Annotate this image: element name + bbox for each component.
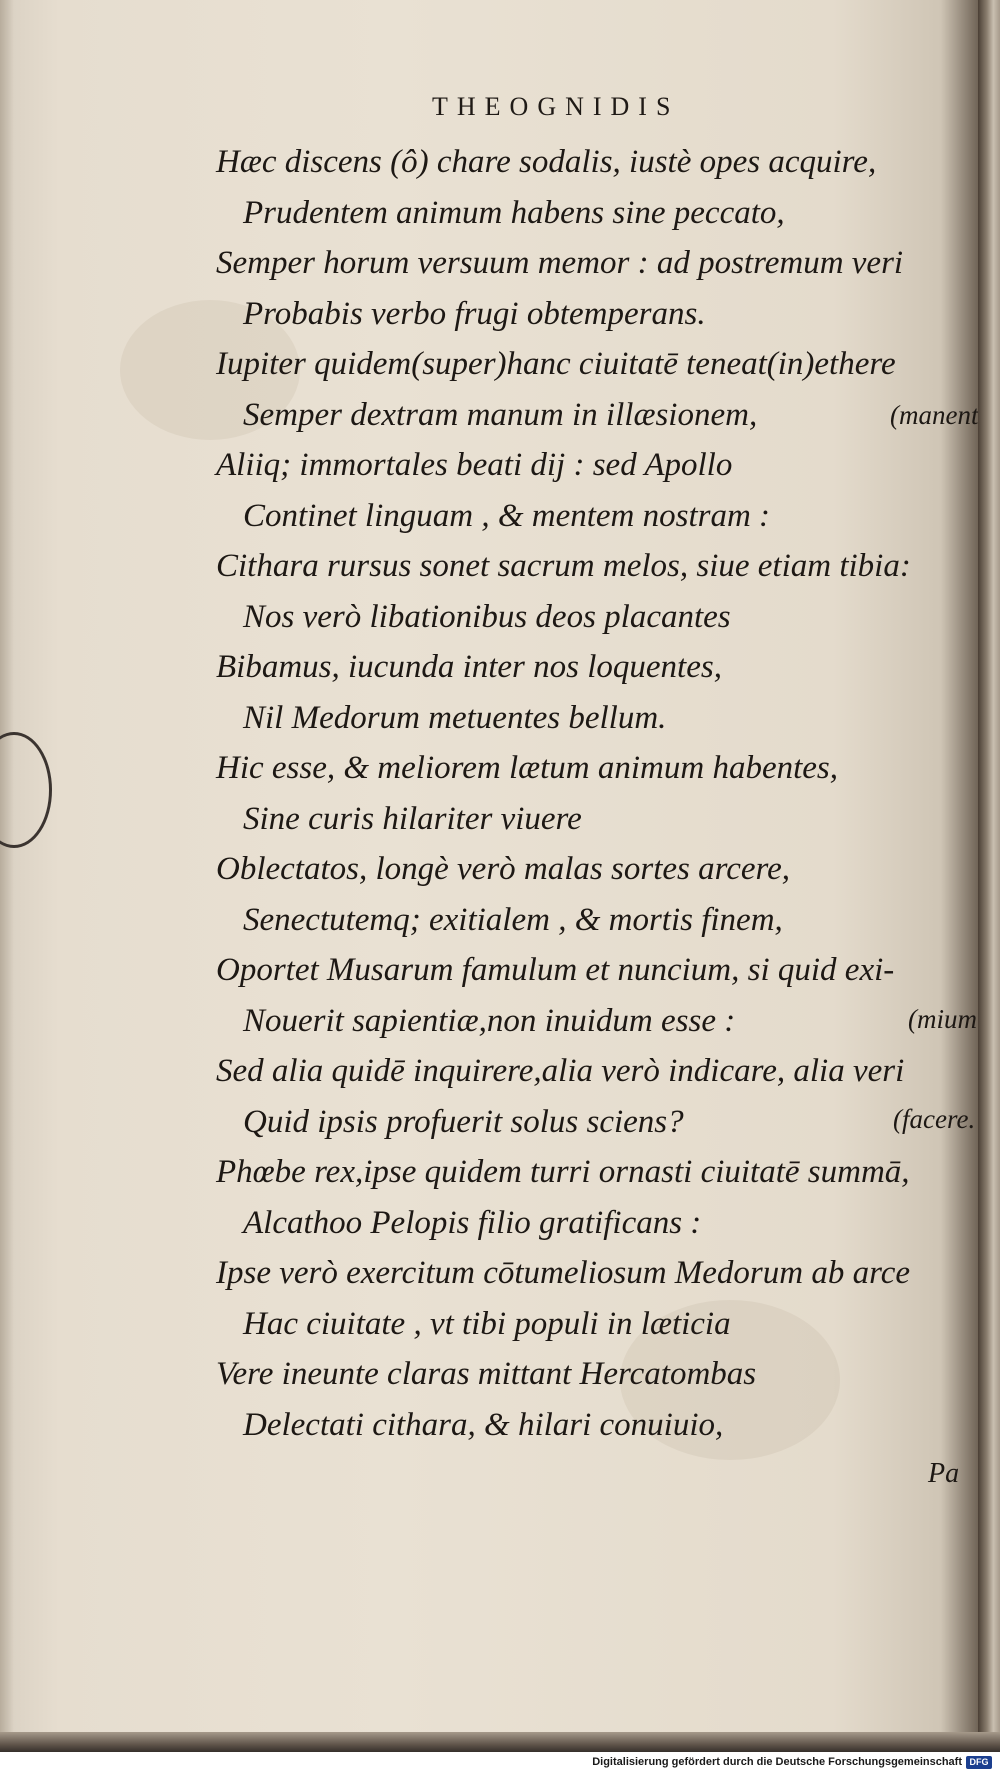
verse-line: Bibamus, iucunda inter nos loquentes, bbox=[216, 649, 722, 685]
verse-line: Vere ineunte claras mittant Hercatombas bbox=[216, 1356, 757, 1392]
verse-line: Prudentem animum habens sine peccato, bbox=[243, 194, 785, 231]
margin-note: (mium bbox=[908, 1004, 977, 1034]
catchword: Pa bbox=[928, 1458, 960, 1489]
verse-line: Hic esse, & meliorem lætum animum habentes, bbox=[216, 750, 839, 786]
margin-note: (manent bbox=[890, 400, 979, 430]
verse-line: Nos verò libationibus deos placantes bbox=[243, 598, 731, 635]
verse-line: Cithara rursus sonet sacrum melos, siue etiam tibia: bbox=[216, 548, 911, 584]
verse-line: Oblectatos, longè verò malas sortes arcere, bbox=[216, 851, 791, 887]
margin-note: (facere. bbox=[893, 1104, 976, 1134]
verse-line: Quid ipsis profuerit solus sciens? bbox=[243, 1103, 684, 1140]
verse-line: Continet linguam , & mentem nostram : bbox=[243, 497, 771, 534]
verse-line: Ipse verò exercitum cōtumeliosum Medorum ab arce bbox=[216, 1255, 911, 1291]
page-gutter bbox=[978, 0, 1000, 1748]
page-bottom-edge bbox=[0, 1732, 1000, 1754]
footer-credit: Digitalisierung gefördert durch die Deutsche Forschungsgemeinschaft bbox=[592, 1756, 962, 1768]
verse-line: Probabis verbo frugi obtemperans. bbox=[243, 295, 706, 332]
digitization-footer bbox=[0, 1752, 1000, 1774]
verse-line: Hac ciuitate , vt tibi populi in læticia bbox=[243, 1305, 731, 1342]
verse-line: Nil Medorum metuentes bellum. bbox=[243, 699, 667, 736]
verse-line: Sine curis hilariter viuere bbox=[243, 800, 582, 837]
verse-line: Senectutemq; exitialem , & mortis finem, bbox=[243, 901, 783, 938]
verse-line: Hæc discens (ô) chare sodalis, iustè opes acquire, bbox=[216, 144, 877, 180]
verse-line: Semper horum versuum memor : ad postremum veri bbox=[216, 245, 904, 281]
verse-line: Iupiter quidem(super)hanc ciuitatē teneat(in)ethere bbox=[216, 346, 896, 382]
verse-line: Nouerit sapientiæ,non inuidum esse : bbox=[243, 1002, 736, 1039]
verse-line: Delectati cithara, & hilari conuiuio, bbox=[243, 1406, 724, 1443]
verse-line: Sed alia quidē inquirere,alia verò indicare, alia veri bbox=[216, 1053, 905, 1089]
dfg-logo: DFG bbox=[966, 1756, 992, 1769]
verse-line: Semper dextram manum in illæsionem, bbox=[243, 396, 758, 433]
verse-line: Oportet Musarum famulum et nuncium, si quid exi- bbox=[216, 952, 895, 988]
verse-line: Alcathoo Pelopis filio gratificans : bbox=[243, 1204, 702, 1241]
verse-line: Phœbe rex,ipse quidem turri ornasti ciuitatē summā, bbox=[216, 1154, 910, 1190]
running-head: THEOGNIDIS bbox=[432, 92, 680, 121]
verse-line: Aliiq; immortales beati dij : sed Apollo bbox=[216, 447, 733, 483]
